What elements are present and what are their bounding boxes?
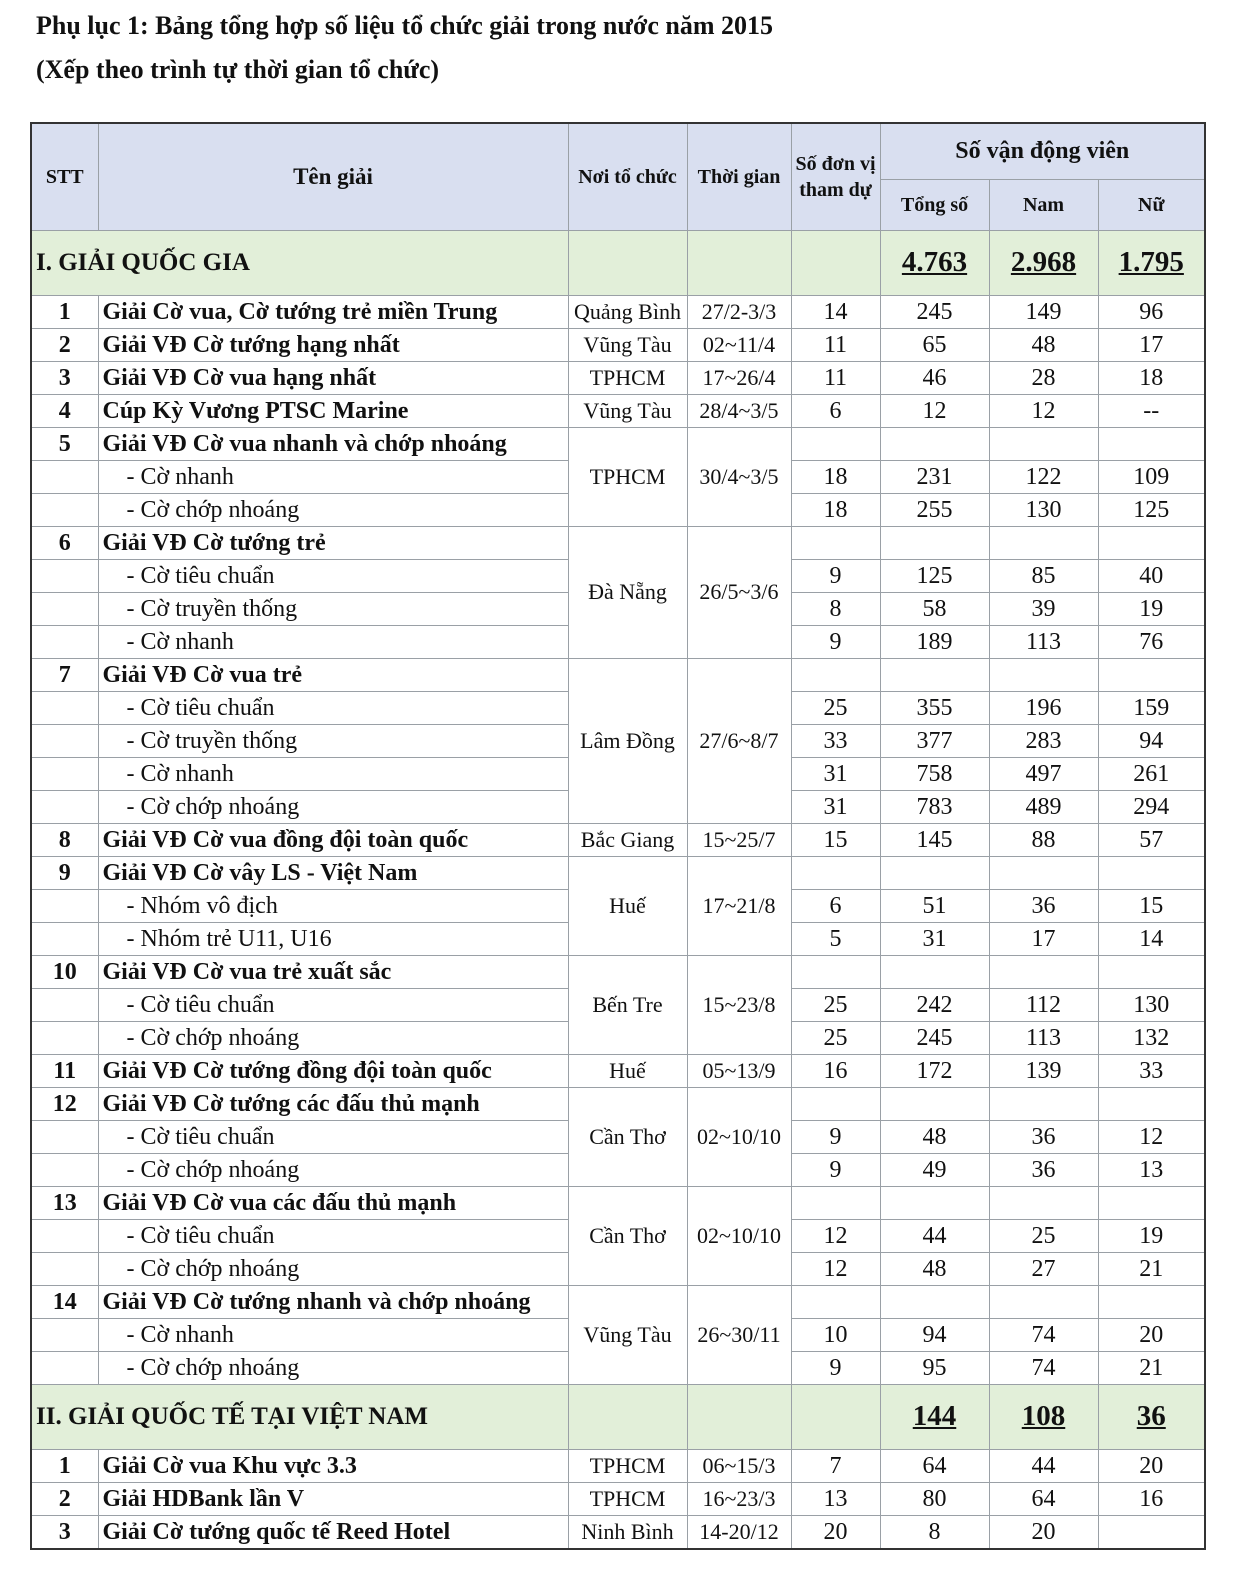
row-units: 7 bbox=[791, 1449, 880, 1482]
table-row bbox=[31, 1186, 1205, 1219]
subrow-name: - Cờ chớp nhoáng bbox=[98, 1351, 568, 1384]
subrow-male: 25 bbox=[989, 1219, 1098, 1252]
row-empty bbox=[791, 1087, 880, 1120]
row-place: Huế bbox=[568, 1054, 687, 1087]
subrow-stt bbox=[31, 922, 98, 955]
subrow-total: 758 bbox=[880, 757, 989, 790]
subrow-name: - Cờ chớp nhoáng bbox=[98, 493, 568, 526]
subrow-name: - Cờ tiêu chuẩn bbox=[98, 691, 568, 724]
section-international-female: 36 bbox=[1098, 1384, 1205, 1449]
subrow-units: 12 bbox=[791, 1252, 880, 1285]
subrow-units: 6 bbox=[791, 889, 880, 922]
header-units: Số đơn vị tham dự bbox=[791, 123, 880, 230]
table-row bbox=[31, 1482, 1205, 1515]
row-stt: 1 bbox=[31, 295, 98, 328]
subrow-female: 13 bbox=[1098, 1153, 1205, 1186]
row-empty bbox=[791, 1285, 880, 1318]
row-empty bbox=[1098, 1285, 1205, 1318]
row-stt: 8 bbox=[31, 823, 98, 856]
subrow-name: - Nhóm trẻ U11, U16 bbox=[98, 922, 568, 955]
row-empty bbox=[989, 1186, 1098, 1219]
subrow-male: 17 bbox=[989, 922, 1098, 955]
row-stt: 2 bbox=[31, 1482, 98, 1515]
header-place: Nơi tổ chức bbox=[568, 123, 687, 230]
subrow-stt bbox=[31, 559, 98, 592]
subrow-name: - Cờ tiêu chuẩn bbox=[98, 559, 568, 592]
subrow-stt bbox=[31, 460, 98, 493]
row-female bbox=[1098, 1515, 1205, 1549]
row-empty bbox=[1098, 1186, 1205, 1219]
row-empty bbox=[791, 526, 880, 559]
header-time: Thời gian bbox=[687, 123, 791, 230]
subrow-female: 130 bbox=[1098, 988, 1205, 1021]
subrow-units: 33 bbox=[791, 724, 880, 757]
header-female: Nữ bbox=[1098, 179, 1205, 230]
subrow-female: 15 bbox=[1098, 889, 1205, 922]
row-stt: 4 bbox=[31, 394, 98, 427]
row-empty bbox=[1098, 955, 1205, 988]
subrow-units: 9 bbox=[791, 1120, 880, 1153]
section-international-total: 144 bbox=[880, 1384, 989, 1449]
row-stt: 14 bbox=[31, 1285, 98, 1318]
section-national-blank bbox=[687, 230, 791, 295]
row-name: Giải Cờ vua Khu vực 3.3 bbox=[98, 1449, 568, 1482]
row-time: 14-20/12 bbox=[687, 1515, 791, 1549]
subrow-stt bbox=[31, 592, 98, 625]
row-female: 17 bbox=[1098, 328, 1205, 361]
row-male: 139 bbox=[989, 1054, 1098, 1087]
subrow-name: - Cờ nhanh bbox=[98, 1318, 568, 1351]
table-row bbox=[31, 856, 1205, 889]
row-empty bbox=[989, 427, 1098, 460]
subrow-female: 159 bbox=[1098, 691, 1205, 724]
table-row bbox=[31, 526, 1205, 559]
subrow-total: 48 bbox=[880, 1120, 989, 1153]
table-row bbox=[31, 1054, 1205, 1087]
row-time: 02~10/10 bbox=[687, 1186, 791, 1285]
row-units: 13 bbox=[791, 1482, 880, 1515]
subrow-units: 9 bbox=[791, 625, 880, 658]
subrow-total: 189 bbox=[880, 625, 989, 658]
row-male: 20 bbox=[989, 1515, 1098, 1549]
header-total: Tổng số bbox=[880, 179, 989, 230]
row-total: 46 bbox=[880, 361, 989, 394]
row-time: 02~10/10 bbox=[687, 1087, 791, 1186]
subrow-male: 196 bbox=[989, 691, 1098, 724]
subrow-name: - Cờ tiêu chuẩn bbox=[98, 1219, 568, 1252]
row-place: Vũng Tàu bbox=[568, 328, 687, 361]
subrow-female: 19 bbox=[1098, 1219, 1205, 1252]
row-female: 16 bbox=[1098, 1482, 1205, 1515]
subrow-stt bbox=[31, 889, 98, 922]
subrow-male: 85 bbox=[989, 559, 1098, 592]
row-time: 26/5~3/6 bbox=[687, 526, 791, 658]
row-time: 17~21/8 bbox=[687, 856, 791, 955]
section-international-blank bbox=[568, 1384, 687, 1449]
subrow-name: - Cờ chớp nhoáng bbox=[98, 1252, 568, 1285]
subrow-total: 44 bbox=[880, 1219, 989, 1252]
row-empty bbox=[880, 1087, 989, 1120]
row-female: 18 bbox=[1098, 361, 1205, 394]
row-time: 27/2-3/3 bbox=[687, 295, 791, 328]
section-national-male: 2.968 bbox=[989, 230, 1098, 295]
row-empty bbox=[989, 1087, 1098, 1120]
subrow-male: 489 bbox=[989, 790, 1098, 823]
row-total: 145 bbox=[880, 823, 989, 856]
row-place: Cần Thơ bbox=[568, 1087, 687, 1186]
row-name: Giải HDBank lần V bbox=[98, 1482, 568, 1515]
row-empty bbox=[880, 658, 989, 691]
subrow-male: 74 bbox=[989, 1351, 1098, 1384]
row-name: Giải VĐ Cờ vua trẻ xuất sắc bbox=[98, 955, 568, 988]
row-female: 96 bbox=[1098, 295, 1205, 328]
row-stt: 12 bbox=[31, 1087, 98, 1120]
table-row bbox=[31, 295, 1205, 328]
row-time: 27/6~8/7 bbox=[687, 658, 791, 823]
row-name: Cúp Kỳ Vương PTSC Marine bbox=[98, 394, 568, 427]
subrow-total: 58 bbox=[880, 592, 989, 625]
row-place: Bến Tre bbox=[568, 955, 687, 1054]
subrow-total: 377 bbox=[880, 724, 989, 757]
subrow-male: 122 bbox=[989, 460, 1098, 493]
subrow-female: 20 bbox=[1098, 1318, 1205, 1351]
table-row bbox=[31, 823, 1205, 856]
subrow-total: 94 bbox=[880, 1318, 989, 1351]
subrow-total: 255 bbox=[880, 493, 989, 526]
subrow-units: 18 bbox=[791, 460, 880, 493]
section-national-label: I. GIẢI QUỐC GIA bbox=[31, 230, 568, 295]
subrow-female: 109 bbox=[1098, 460, 1205, 493]
section-national-header bbox=[31, 230, 1205, 295]
page-title bbox=[36, 4, 773, 92]
subrow-units: 25 bbox=[791, 691, 880, 724]
row-name: Giải VĐ Cờ vua nhanh và chớp nhoáng bbox=[98, 427, 568, 460]
row-male: 12 bbox=[989, 394, 1098, 427]
subrow-male: 497 bbox=[989, 757, 1098, 790]
subrow-female: 14 bbox=[1098, 922, 1205, 955]
row-name: Giải VĐ Cờ vua hạng nhất bbox=[98, 361, 568, 394]
subrow-total: 31 bbox=[880, 922, 989, 955]
section-international-blank bbox=[687, 1384, 791, 1449]
row-stt: 3 bbox=[31, 1515, 98, 1549]
row-place: TPHCM bbox=[568, 427, 687, 526]
header-stt: STT bbox=[31, 123, 98, 230]
subrow-units: 5 bbox=[791, 922, 880, 955]
section-international-header bbox=[31, 1384, 1205, 1449]
row-male: 44 bbox=[989, 1449, 1098, 1482]
subrow-male: 39 bbox=[989, 592, 1098, 625]
row-empty bbox=[1098, 526, 1205, 559]
subrow-units: 18 bbox=[791, 493, 880, 526]
row-stt: 5 bbox=[31, 427, 98, 460]
row-units: 16 bbox=[791, 1054, 880, 1087]
row-name: Giải VĐ Cờ vua đồng đội toàn quốc bbox=[98, 823, 568, 856]
row-female: -- bbox=[1098, 394, 1205, 427]
row-place: Vũng Tàu bbox=[568, 394, 687, 427]
subrow-stt bbox=[31, 493, 98, 526]
subrow-total: 242 bbox=[880, 988, 989, 1021]
subrow-total: 355 bbox=[880, 691, 989, 724]
subrow-male: 36 bbox=[989, 1120, 1098, 1153]
subrow-total: 125 bbox=[880, 559, 989, 592]
subrow-male: 36 bbox=[989, 889, 1098, 922]
row-empty bbox=[791, 856, 880, 889]
subrow-total: 51 bbox=[880, 889, 989, 922]
row-name: Giải Cờ vua, Cờ tướng trẻ miền Trung bbox=[98, 295, 568, 328]
subrow-stt bbox=[31, 790, 98, 823]
subrow-units: 10 bbox=[791, 1318, 880, 1351]
table-row bbox=[31, 955, 1205, 988]
subrow-total: 245 bbox=[880, 1021, 989, 1054]
row-empty bbox=[989, 658, 1098, 691]
subrow-female: 132 bbox=[1098, 1021, 1205, 1054]
row-empty bbox=[791, 658, 880, 691]
row-empty bbox=[880, 1285, 989, 1318]
subrow-units: 31 bbox=[791, 790, 880, 823]
title-line-2: (Xếp theo trình tự thời gian tổ chức) bbox=[36, 55, 440, 84]
row-total: 12 bbox=[880, 394, 989, 427]
row-empty bbox=[791, 955, 880, 988]
subrow-name: - Cờ chớp nhoáng bbox=[98, 1153, 568, 1186]
row-empty bbox=[791, 427, 880, 460]
row-female: 57 bbox=[1098, 823, 1205, 856]
row-place: Vũng Tàu bbox=[568, 1285, 687, 1384]
tournament-table bbox=[30, 122, 1206, 1550]
row-name: Giải VĐ Cờ vua trẻ bbox=[98, 658, 568, 691]
row-female: 20 bbox=[1098, 1449, 1205, 1482]
row-place: Ninh Bình bbox=[568, 1515, 687, 1549]
row-name: Giải Cờ tướng quốc tế Reed Hotel bbox=[98, 1515, 568, 1549]
row-place: Huế bbox=[568, 856, 687, 955]
subrow-female: 40 bbox=[1098, 559, 1205, 592]
subrow-male: 112 bbox=[989, 988, 1098, 1021]
subrow-stt bbox=[31, 1351, 98, 1384]
row-units: 6 bbox=[791, 394, 880, 427]
subrow-stt bbox=[31, 1120, 98, 1153]
row-empty bbox=[1098, 1087, 1205, 1120]
subrow-units: 9 bbox=[791, 1153, 880, 1186]
row-place: Đà Nẵng bbox=[568, 526, 687, 658]
row-time: 06~15/3 bbox=[687, 1449, 791, 1482]
row-place: TPHCM bbox=[568, 1482, 687, 1515]
row-name: Giải VĐ Cờ vây LS - Việt Nam bbox=[98, 856, 568, 889]
subrow-stt bbox=[31, 724, 98, 757]
row-name: Giải VĐ Cờ tướng đồng đội toàn quốc bbox=[98, 1054, 568, 1087]
table-row bbox=[31, 361, 1205, 394]
table-row bbox=[31, 1087, 1205, 1120]
subrow-name: - Cờ nhanh bbox=[98, 460, 568, 493]
row-total: 245 bbox=[880, 295, 989, 328]
row-empty bbox=[880, 1186, 989, 1219]
table-row bbox=[31, 394, 1205, 427]
subrow-name: - Cờ tiêu chuẩn bbox=[98, 988, 568, 1021]
subrow-stt bbox=[31, 1153, 98, 1186]
row-name: Giải VĐ Cờ tướng hạng nhất bbox=[98, 328, 568, 361]
subrow-units: 25 bbox=[791, 1021, 880, 1054]
table-row bbox=[31, 1515, 1205, 1549]
row-stt: 2 bbox=[31, 328, 98, 361]
row-empty bbox=[989, 1285, 1098, 1318]
row-units: 20 bbox=[791, 1515, 880, 1549]
subrow-female: 19 bbox=[1098, 592, 1205, 625]
subrow-female: 261 bbox=[1098, 757, 1205, 790]
subrow-name: - Cờ tiêu chuẩn bbox=[98, 1120, 568, 1153]
row-place: Quảng Bình bbox=[568, 295, 687, 328]
section-national-female: 1.795 bbox=[1098, 230, 1205, 295]
row-stt: 10 bbox=[31, 955, 98, 988]
subrow-male: 113 bbox=[989, 1021, 1098, 1054]
subrow-name: - Cờ truyền thống bbox=[98, 592, 568, 625]
subrow-male: 36 bbox=[989, 1153, 1098, 1186]
row-empty bbox=[1098, 658, 1205, 691]
row-total: 80 bbox=[880, 1482, 989, 1515]
subrow-units: 25 bbox=[791, 988, 880, 1021]
row-empty bbox=[1098, 856, 1205, 889]
row-empty bbox=[880, 955, 989, 988]
subrow-units: 9 bbox=[791, 1351, 880, 1384]
section-international-male: 108 bbox=[989, 1384, 1098, 1449]
row-male: 48 bbox=[989, 328, 1098, 361]
section-national-blank bbox=[568, 230, 687, 295]
subrow-stt bbox=[31, 691, 98, 724]
subrow-name: - Cờ nhanh bbox=[98, 625, 568, 658]
row-stt: 11 bbox=[31, 1054, 98, 1087]
row-stt: 9 bbox=[31, 856, 98, 889]
row-total: 172 bbox=[880, 1054, 989, 1087]
table-row bbox=[31, 658, 1205, 691]
row-units: 14 bbox=[791, 295, 880, 328]
row-name: Giải VĐ Cờ tướng các đấu thủ mạnh bbox=[98, 1087, 568, 1120]
subrow-stt bbox=[31, 1318, 98, 1351]
subrow-units: 8 bbox=[791, 592, 880, 625]
row-stt: 7 bbox=[31, 658, 98, 691]
row-place: Cần Thơ bbox=[568, 1186, 687, 1285]
subrow-male: 283 bbox=[989, 724, 1098, 757]
subrow-male: 130 bbox=[989, 493, 1098, 526]
row-empty bbox=[989, 856, 1098, 889]
row-empty bbox=[880, 526, 989, 559]
row-female: 33 bbox=[1098, 1054, 1205, 1087]
row-name: Giải VĐ Cờ vua các đấu thủ mạnh bbox=[98, 1186, 568, 1219]
section-national-total: 4.763 bbox=[880, 230, 989, 295]
row-male: 64 bbox=[989, 1482, 1098, 1515]
subrow-female: 76 bbox=[1098, 625, 1205, 658]
row-time: 17~26/4 bbox=[687, 361, 791, 394]
table-row bbox=[31, 427, 1205, 460]
row-place: Bắc Giang bbox=[568, 823, 687, 856]
section-international-blank bbox=[791, 1384, 880, 1449]
subrow-total: 783 bbox=[880, 790, 989, 823]
row-time: 26~30/11 bbox=[687, 1285, 791, 1384]
row-units: 11 bbox=[791, 328, 880, 361]
section-national-blank bbox=[791, 230, 880, 295]
row-stt: 13 bbox=[31, 1186, 98, 1219]
subrow-units: 31 bbox=[791, 757, 880, 790]
row-empty bbox=[791, 1186, 880, 1219]
row-time: 16~23/3 bbox=[687, 1482, 791, 1515]
subrow-units: 12 bbox=[791, 1219, 880, 1252]
subrow-male: 74 bbox=[989, 1318, 1098, 1351]
header-male: Nam bbox=[989, 179, 1098, 230]
row-male: 88 bbox=[989, 823, 1098, 856]
subrow-stt bbox=[31, 1021, 98, 1054]
row-units: 11 bbox=[791, 361, 880, 394]
subrow-stt bbox=[31, 988, 98, 1021]
row-time: 30/4~3/5 bbox=[687, 427, 791, 526]
row-stt: 6 bbox=[31, 526, 98, 559]
subrow-stt bbox=[31, 625, 98, 658]
subrow-stt bbox=[31, 1252, 98, 1285]
row-male: 28 bbox=[989, 361, 1098, 394]
subrow-total: 95 bbox=[880, 1351, 989, 1384]
row-empty bbox=[989, 526, 1098, 559]
subrow-total: 49 bbox=[880, 1153, 989, 1186]
row-time: 05~13/9 bbox=[687, 1054, 791, 1087]
subrow-female: 12 bbox=[1098, 1120, 1205, 1153]
subrow-total: 231 bbox=[880, 460, 989, 493]
row-empty bbox=[880, 427, 989, 460]
row-total: 8 bbox=[880, 1515, 989, 1549]
header-name: Tên giải bbox=[98, 123, 568, 230]
row-name: Giải VĐ Cờ tướng trẻ bbox=[98, 526, 568, 559]
table-row bbox=[31, 1449, 1205, 1482]
row-time: 28/4~3/5 bbox=[687, 394, 791, 427]
subrow-male: 113 bbox=[989, 625, 1098, 658]
row-place: Lâm Đồng bbox=[568, 658, 687, 823]
row-empty bbox=[989, 955, 1098, 988]
subrow-female: 294 bbox=[1098, 790, 1205, 823]
subrow-female: 94 bbox=[1098, 724, 1205, 757]
subrow-stt bbox=[31, 757, 98, 790]
header-athletes: Số vận động viên bbox=[880, 123, 1205, 179]
table-row bbox=[31, 1285, 1205, 1318]
subrow-female: 125 bbox=[1098, 493, 1205, 526]
row-time: 15~25/7 bbox=[687, 823, 791, 856]
section-international-label: II. GIẢI QUỐC TẾ TẠI VIỆT NAM bbox=[31, 1384, 568, 1449]
subrow-female: 21 bbox=[1098, 1351, 1205, 1384]
row-empty bbox=[1098, 427, 1205, 460]
row-total: 65 bbox=[880, 328, 989, 361]
subrow-name: - Cờ truyền thống bbox=[98, 724, 568, 757]
row-name: Giải VĐ Cờ tướng nhanh và chớp nhoáng bbox=[98, 1285, 568, 1318]
row-place: TPHCM bbox=[568, 1449, 687, 1482]
subrow-stt bbox=[31, 1219, 98, 1252]
subrow-units: 9 bbox=[791, 559, 880, 592]
row-time: 15~23/8 bbox=[687, 955, 791, 1054]
row-units: 15 bbox=[791, 823, 880, 856]
subrow-name: - Nhóm vô địch bbox=[98, 889, 568, 922]
row-place: TPHCM bbox=[568, 361, 687, 394]
subrow-total: 48 bbox=[880, 1252, 989, 1285]
row-total: 64 bbox=[880, 1449, 989, 1482]
subrow-female: 21 bbox=[1098, 1252, 1205, 1285]
title-line-1: Phụ lục 1: Bảng tổng hợp số liệu tổ chức giải trong nước năm 2015 bbox=[36, 11, 774, 40]
table-row bbox=[31, 328, 1205, 361]
subrow-male: 27 bbox=[989, 1252, 1098, 1285]
subrow-name: - Cờ chớp nhoáng bbox=[98, 790, 568, 823]
subrow-name: - Cờ chớp nhoáng bbox=[98, 1021, 568, 1054]
subrow-name: - Cờ nhanh bbox=[98, 757, 568, 790]
row-stt: 1 bbox=[31, 1449, 98, 1482]
row-empty bbox=[880, 856, 989, 889]
row-time: 02~11/4 bbox=[687, 328, 791, 361]
row-stt: 3 bbox=[31, 361, 98, 394]
row-male: 149 bbox=[989, 295, 1098, 328]
